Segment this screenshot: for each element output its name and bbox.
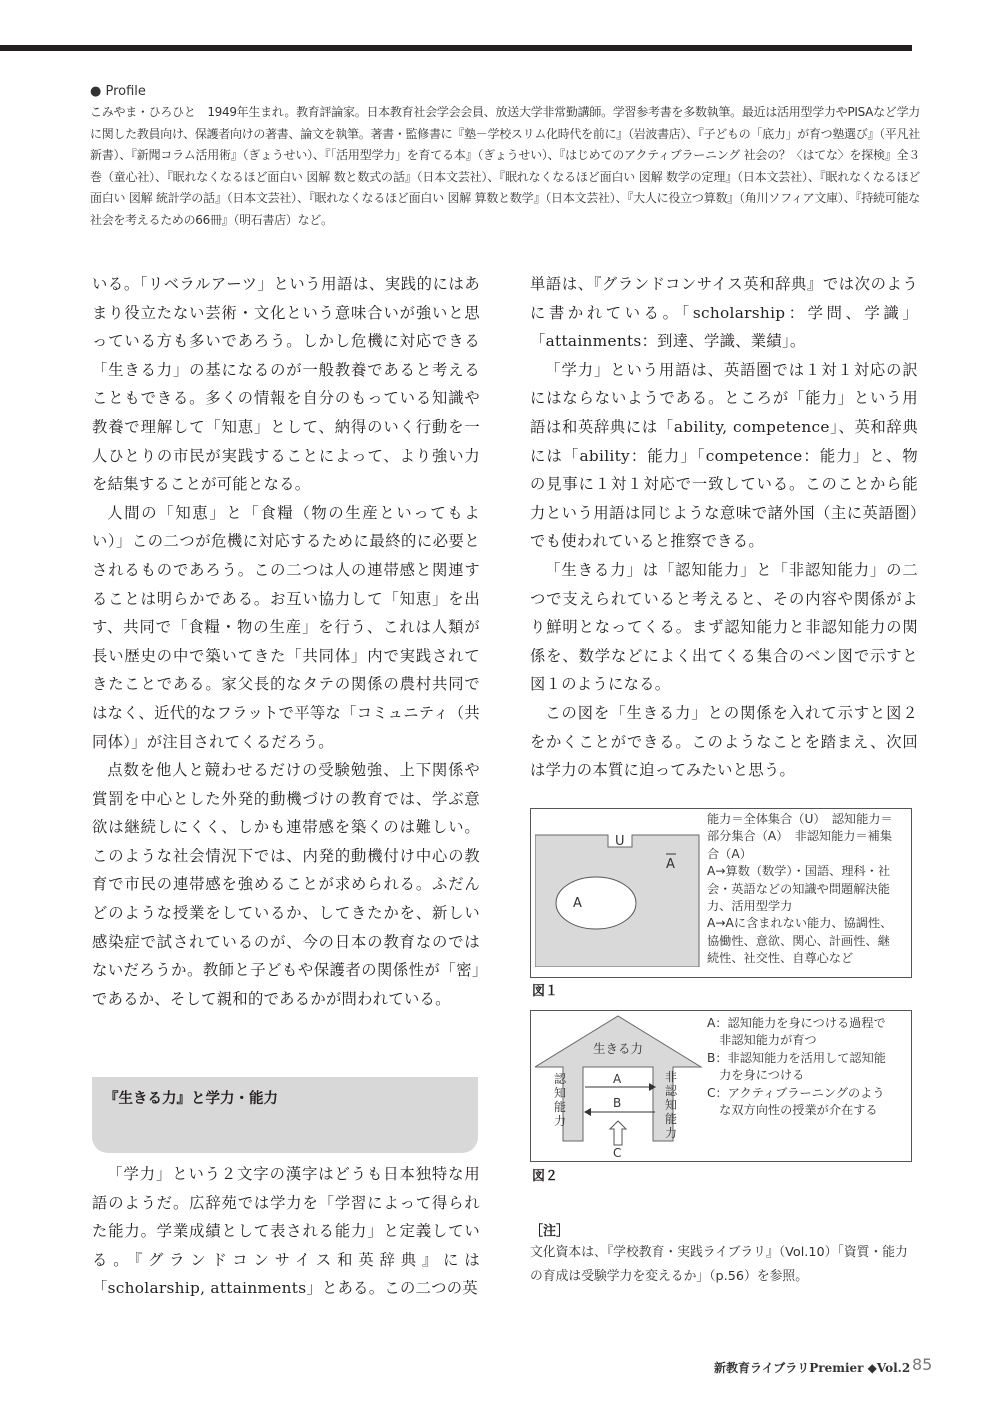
figure-1-caption-text	[707, 811, 909, 968]
left-pillar-char: 能	[554, 1100, 567, 1114]
left-pillar-char: 力	[554, 1114, 567, 1128]
figure-1	[530, 808, 912, 978]
house-diagram	[535, 1011, 705, 1159]
left-column	[92, 270, 480, 1013]
right-pillar-char: 知	[665, 1098, 678, 1112]
caption-line: 力、活用型学力	[707, 899, 793, 914]
section-heading-box	[92, 1077, 478, 1153]
profile-box	[90, 84, 920, 231]
set-a-label: A	[573, 896, 582, 911]
caption-line: 協働性、意欲、関心、計画性、継	[707, 933, 890, 948]
caption-line: な双方向性の授業が介在する	[707, 1103, 878, 1118]
venn-diagram	[535, 827, 705, 967]
figure-2-caption-text	[707, 1015, 909, 1119]
top-rule	[0, 45, 912, 51]
page-number: 85	[912, 1355, 933, 1374]
arrow-b-label: B	[613, 1096, 622, 1110]
figure-2	[530, 1010, 912, 1162]
roof-label: 生きる力	[593, 1041, 644, 1056]
paragraph: 人間の「知恵」と「食糧（物の生産といってもよい）」この二つが危機に対応するために最終的に必要とされるものであろう。この二つは人の連帯感と関連することは明らかである。お互い協力して「知恵」を出す、共同で「食糧・物の生産」を行う、これは人類が長い歴史の中で築いてきた「共同体」内で実践されてきたことである。家父長的なタテの関係の農村共同ではなく、近代的なフラットで平等な「コミュニティ（共同体）」が注目されてくるだろう。	[92, 503, 480, 751]
caption-line: B：非認知能力を活用して認知能	[707, 1050, 886, 1065]
left-pillar-char: 認	[554, 1072, 567, 1086]
right-column	[530, 270, 918, 785]
caption-line: A→算数（数学）・国語、理科・社	[707, 864, 891, 879]
note-text: 文化資本は、『学校教育・実践ライブラリ』（Vol.10）「資質・能力の育成は受験学力を変えるか」（p.56）を参照。	[530, 1245, 908, 1284]
caption-line: C：アクティブラーニングのよう	[707, 1085, 885, 1100]
right-pillar-char: 能	[665, 1112, 678, 1126]
caption-line: 部分集合（A） 非認知能力＝補集	[707, 829, 893, 844]
footer-series: 新教育ライブラリPremier ◆Vol.2	[714, 1361, 911, 1375]
figure-1-label: 図１	[532, 984, 559, 999]
caption-line: 非認知能力が育つ	[707, 1033, 817, 1048]
caption-line: 合（A）	[707, 846, 752, 861]
left-column-continued	[92, 1160, 480, 1303]
right-pillar-char: 力	[665, 1126, 678, 1140]
set-u-label: U	[615, 834, 625, 849]
paragraph: 点数を他人と競わせるだけの受験勉強、上下関係や賞罰を中心とした外発的動機づけの教育では、学ぶ意欲は継続しにくく、しかも連帯感を築くのは難しい。このような社会情況下では、内発的動機付け中心の教育で市民の連帯感を強めることが求められる。ふだんどのような授業をしているか、してきたかを、新しい感染症で試されているのが、今の日本の教育なのではないだろうか。教師と子どもや保護者の関係性が「密」であるか、そして親和的であるかが問われている。	[92, 761, 480, 1008]
caption-line: A：認知能力を身につける過程で	[707, 1016, 886, 1030]
profile-heading: ● Profile	[90, 84, 146, 99]
caption-line: A→Aに含まれない能力、協調性、	[707, 916, 893, 931]
arrow-c	[610, 1121, 626, 1145]
set-a-ellipse	[556, 877, 636, 929]
caption-line: 力を身につける	[707, 1068, 805, 1083]
left-pillar-char: 知	[554, 1086, 567, 1100]
right-pillar-char: 認	[665, 1084, 678, 1098]
profile-text: こみやま・ひろひと 1949年生まれ。教育評論家。日本教育社会学会会員、放送大学非常勤講師。学習参考書を多数執筆。最近は活用型学力やPISAなど学力に関した教員向け、保護者向けの著書、論文を執筆。著書・監修書に『塾－学校スリム化時代を前に』（岩波書店）、『子どもの「底力」が育つ塾選び』（平凡社新書）、『新聞コラム活用術』（ぎょうせい）、『「活用型学力」を育てる本』（ぎょうせい）、『はじめてのアクティブラーニング 社会の？〈はてな〉を探検』全３巻（童心社）、『眠れなくなるほど面白い 図解 数と数式の話』（日本文芸社）、『眠れなくなるほど面白い 図解 数学の定理』（日本文芸社）、『眠れなくなるほど面白い 図解 統計学の話』（日本文芸社）、『眠れなくなるほど面白い 図解 算数と数学』（日本文芸社）、『大人に役立つ算数』（角川ソフィア文庫）、『持続可能な社会を考えるための66冊』（明石書店）など。	[90, 105, 920, 227]
caption-line: 続性、社交性、自尊心など	[707, 951, 854, 966]
caption-line: 能力＝全体集合（U） 認知能力＝	[707, 812, 893, 826]
paragraph: 「学力」という用語は、英語圏では１対１対応の訳にはならないようである。ところが「能力」という用語は和英辞典には「ability, competence」、英和辞典には「ability：能力」「competence：能力」と、物の見事に１対１対応で一致している。このことから能力という用語は同じような意味で諸外国（主に英語圏）でも使われていると推察できる。	[530, 360, 918, 551]
arrow-a-label: A	[613, 1072, 622, 1086]
section-heading: 『生きる力』と学力・能力	[104, 1091, 278, 1107]
paragraph: 「学力」という２文字の漢字はどうも日本独特な用語のようだ。広辞苑では学力を「学習によって得られた能力。学業成績として表される能力」と定義している。『グランドコンサイス和英辞典』には「scholarship, attainments」とある。この二つの英	[92, 1165, 480, 1298]
paragraph: 単語は、『グランドコンサイス英和辞典』では次のように書かれている。「scholarship：学問、学識」「attainments：到達、学識、業績」。	[530, 275, 918, 351]
caption-line: 会・英語などの知識や問題解決能	[707, 881, 890, 896]
figure-2-label: 図２	[532, 1169, 559, 1184]
arrow-c-label: C	[613, 1146, 622, 1159]
set-a-bar-label: A	[666, 857, 675, 872]
paragraph: この図を「生きる力」との関係を入れて示すと図２をかくことができる。このようなことを踏まえ、次回は学力の本質に迫ってみたいと思う。	[530, 703, 918, 780]
note-title: ［注］	[530, 1224, 570, 1239]
paragraph: 「生きる力」は「認知能力」と「非認知能力」の二つで支えられていると考えると、その内容や関係がより鮮明となってくる。まず認知能力と非認知能力の関係を、数学などによく出てくる集合のベン図で示すと図１のようになる。	[530, 560, 918, 694]
paragraph: いる。「リベラルアーツ」という用語は、実践的にはあまり役立たない芸術・文化という意味合いが強いと思っている方も多いであろう。しかし危機に対応できる「生きる力」の基になるのが一般教養であると考えることもできる。多くの情報を自分のもっている知識や教養で理解して「知恵」として、納得のいく行動を一人ひとりの市民が実践することによって、より強い力を結集することが可能となる。	[92, 275, 480, 494]
right-pillar-char: 非	[665, 1070, 678, 1084]
